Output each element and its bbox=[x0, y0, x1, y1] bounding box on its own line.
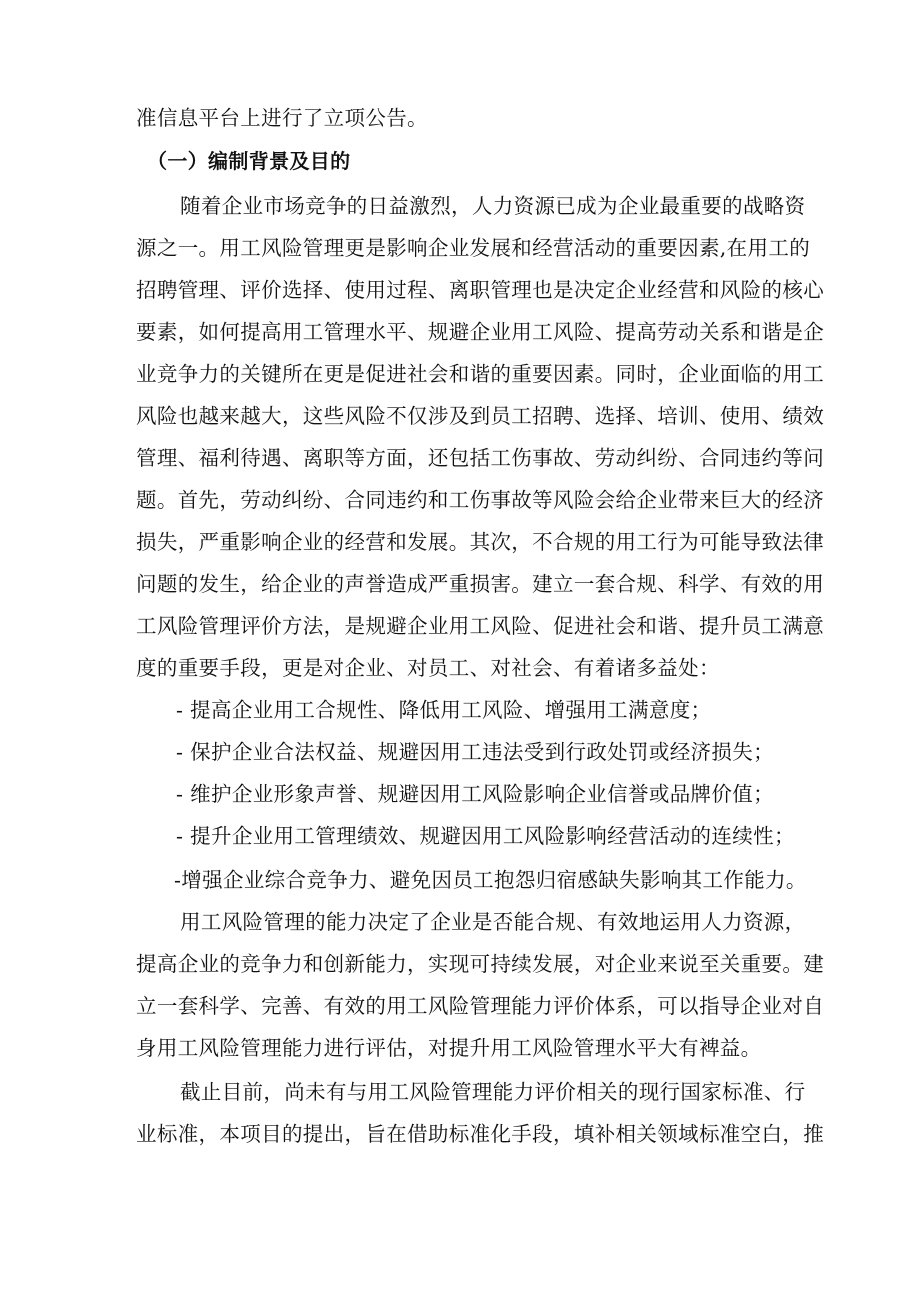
list-item: -增强企业综合竞争力、避免因员工抱怨归宿感缺失影响其工作能力。 bbox=[174, 868, 807, 892]
list-item: - 维护企业形象声誉、规避因用工风险影响企业信誉或品牌价值； bbox=[176, 782, 774, 806]
paragraph-line: 身用工风险管理能力进行评估，对提升用工风险管理水平大有裨益。 bbox=[136, 1036, 762, 1060]
paragraph-line: 用工风险管理的能力决定了企业是否能合规、有效地运用人力资源， bbox=[180, 910, 806, 934]
paragraph-line: 提高企业的竞争力和创新能力，实现可持续发展，对企业来说至关重要。建 bbox=[136, 952, 825, 976]
paragraph-line: 业标准，本项目的提出，旨在借助标准化手段，填补相关领域标准空白，推 bbox=[136, 1122, 825, 1146]
paragraph-line: 管理、福利待遇、离职等方面，还包括工伤事故、劳动纠纷、合同违约等问 bbox=[136, 446, 825, 470]
paragraph-line: 要素，如何提高用工管理水平、规避企业用工风险、提高劳动关系和谐是企 bbox=[136, 320, 825, 344]
paragraph-line: 截止目前，尚未有与用工风险管理能力评价相关的现行国家标准、行 bbox=[180, 1080, 806, 1104]
list-item: - 提升企业用工管理绩效、规避因用工风险影响经营活动的连续性； bbox=[176, 824, 795, 848]
list-item: - 提高企业用工合规性、降低用工风险、增强用工满意度； bbox=[176, 698, 712, 722]
section-heading: （一）编制背景及目的 bbox=[147, 149, 351, 173]
paragraph-line: 问题的发生，给企业的声誉造成严重损害。建立一套合规、科学、有效的用 bbox=[136, 572, 825, 596]
paragraph-line: 题。首先，劳动纠纷、合同违约和工伤事故等风险会给企业带来巨大的经济 bbox=[136, 488, 825, 512]
paragraph-line: 损失，严重影响企业的经营和发展。其次，不合规的用工行为可能导致法律 bbox=[136, 530, 825, 554]
paragraph-line: 风险也越来越大，这些风险不仅涉及到员工招聘、选择、培训、使用、绩效 bbox=[136, 404, 825, 428]
paragraph-line: 业竞争力的关键所在更是促进社会和谐的重要因素。同时，企业面临的用工 bbox=[136, 362, 825, 386]
paragraph-line: 随着企业市场竞争的日益激烈，人力资源已成为企业最重要的战略资 bbox=[180, 194, 806, 218]
paragraph-line: 招聘管理、评价选择、使用过程、离职管理也是决定企业经营和风险的核心 bbox=[136, 278, 825, 302]
list-item: - 保护企业合法权益、规避因用工违法受到行政处罚或经济损失； bbox=[176, 740, 774, 764]
paragraph-line: 工风险管理评价方法，是规避企业用工风险、促进社会和谐、提升员工满意 bbox=[136, 614, 825, 638]
paragraph-line: 源之一。用工风险管理更是影响企业发展和经营活动的重要因素,在用工的 bbox=[136, 236, 811, 260]
paragraph-line: 准信息平台上进行了立项公告。 bbox=[136, 106, 428, 130]
paragraph-line: 立一套科学、完善、有效的用工风险管理能力评价体系，可以指导企业对自 bbox=[136, 994, 825, 1018]
paragraph-line: 度的重要手段，更是对企业、对员工、对社会、有着诸多益处： bbox=[136, 656, 720, 680]
